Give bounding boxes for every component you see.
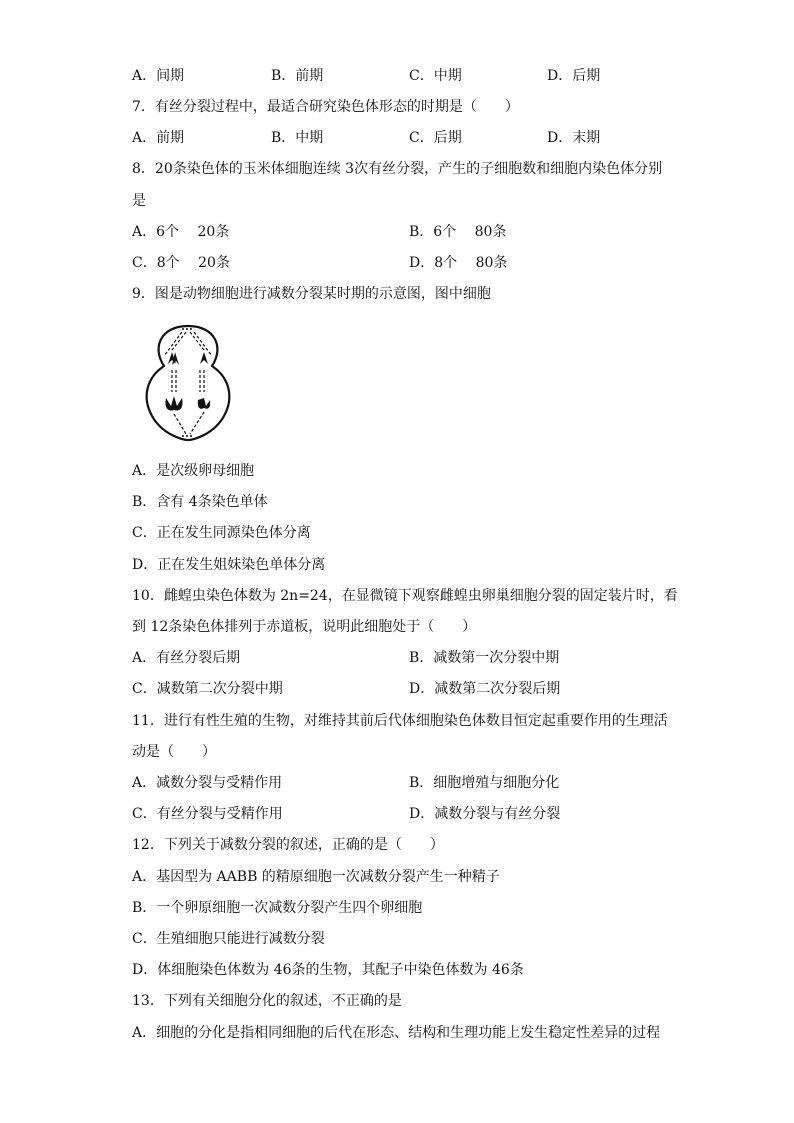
q8-stem-line2: 是 xyxy=(132,193,146,209)
cell-membrane xyxy=(147,326,230,440)
lower-spindle-fibers xyxy=(174,412,204,434)
cell-division-figure xyxy=(142,320,234,444)
upper-spindle-fibers xyxy=(164,332,212,356)
q8-stem-line1: 8．20条染色体的玉米体细胞连续 3次有丝分裂，产生的子细胞数和细胞内染色体分别 xyxy=(132,161,663,177)
q9-option-d[interactable]: D．正在发生姐妹染色单体分离 xyxy=(132,557,326,573)
q6-option-b[interactable]: B．前期 xyxy=(271,68,324,84)
q9-stem: 9．图是动物细胞进行减数分裂某时期的示意图，图中细胞 xyxy=(132,286,491,302)
q10-option-b[interactable]: B．减数第一次分裂中期 xyxy=(409,650,560,666)
q7-stem: 7．有丝分裂过程中，最适合研究染色体形态的时期是（ ） xyxy=(132,99,519,115)
q11-option-a[interactable]: A．减数分裂与受精作用 xyxy=(132,775,283,791)
q12-option-b[interactable]: B．一个卵原细胞一次减数分裂产生四个卵细胞 xyxy=(132,900,423,916)
q9-option-a[interactable]: A．是次级卵母细胞 xyxy=(132,463,255,479)
q13-option-a[interactable]: A．细胞的分化是指相同细胞的后代在形态、结构和生理功能上发生稳定性差异的过程 xyxy=(132,1025,661,1041)
q9-option-b[interactable]: B．含有 4条染色单体 xyxy=(132,494,268,510)
q11-option-c[interactable]: C．有丝分裂与受精作用 xyxy=(132,806,283,822)
q6-option-a[interactable]: A．间期 xyxy=(132,68,185,84)
q11-stem-line2: 动是（ ） xyxy=(132,744,216,760)
q7-option-b[interactable]: B．中期 xyxy=(271,130,324,146)
q6-option-c[interactable]: C．中期 xyxy=(409,68,462,84)
q8-option-b[interactable]: B．6个 80条 xyxy=(409,224,507,240)
q10-stem-line1: 10．雌蝗虫染色体数为 2n=24，在显微镜下观察雌蝗虫卵巢细胞分裂的固定装片时，看 xyxy=(132,588,678,604)
q12-option-a[interactable]: A．基因型为 AABB 的精原细胞一次减数分裂产生一种精子 xyxy=(132,869,500,885)
middle-spindle-fibers xyxy=(172,370,204,392)
q10-option-a[interactable]: A．有丝分裂后期 xyxy=(132,650,241,666)
q7-option-d[interactable]: D．末期 xyxy=(547,130,601,146)
q7-option-c[interactable]: C．后期 xyxy=(409,130,462,146)
q13-stem: 13．下列有关细胞分化的叙述，不正确的是 xyxy=(132,993,402,1009)
q12-option-c[interactable]: C．生殖细胞只能进行减数分裂 xyxy=(132,931,325,947)
q12-stem: 12．下列关于减数分裂的叙述，正确的是（ ） xyxy=(132,837,444,853)
lower-chromosomes xyxy=(165,396,210,411)
q6-option-d[interactable]: D．后期 xyxy=(547,68,601,84)
q10-option-d[interactable]: D．减数第二次分裂后期 xyxy=(409,681,561,697)
q11-option-d[interactable]: D．减数分裂与有丝分裂 xyxy=(409,806,561,822)
q8-option-d[interactable]: D．8个 80条 xyxy=(409,255,508,271)
q12-option-d[interactable]: D．体细胞染色体数为 46条的生物，其配子中染色体数为 46条 xyxy=(132,962,524,978)
q9-option-c[interactable]: C．正在发生同源染色体分离 xyxy=(132,525,311,541)
q10-stem-line2: 到 12条染色体排列于赤道板，说明此细胞处于（ ） xyxy=(132,619,477,635)
q7-option-a[interactable]: A．前期 xyxy=(132,130,185,146)
q8-option-a[interactable]: A．6个 20条 xyxy=(132,224,230,240)
upper-chromosomes xyxy=(168,352,208,365)
q11-stem-line1: 11．进行有性生殖的生物，对维持其前后代体细胞染色体数目恒定起重要作用的生理活 xyxy=(132,713,668,729)
q8-option-c[interactable]: C．8个 20条 xyxy=(132,255,230,271)
q10-option-c[interactable]: C．减数第二次分裂中期 xyxy=(132,681,283,697)
q11-option-b[interactable]: B．细胞增殖与细胞分化 xyxy=(409,775,560,791)
